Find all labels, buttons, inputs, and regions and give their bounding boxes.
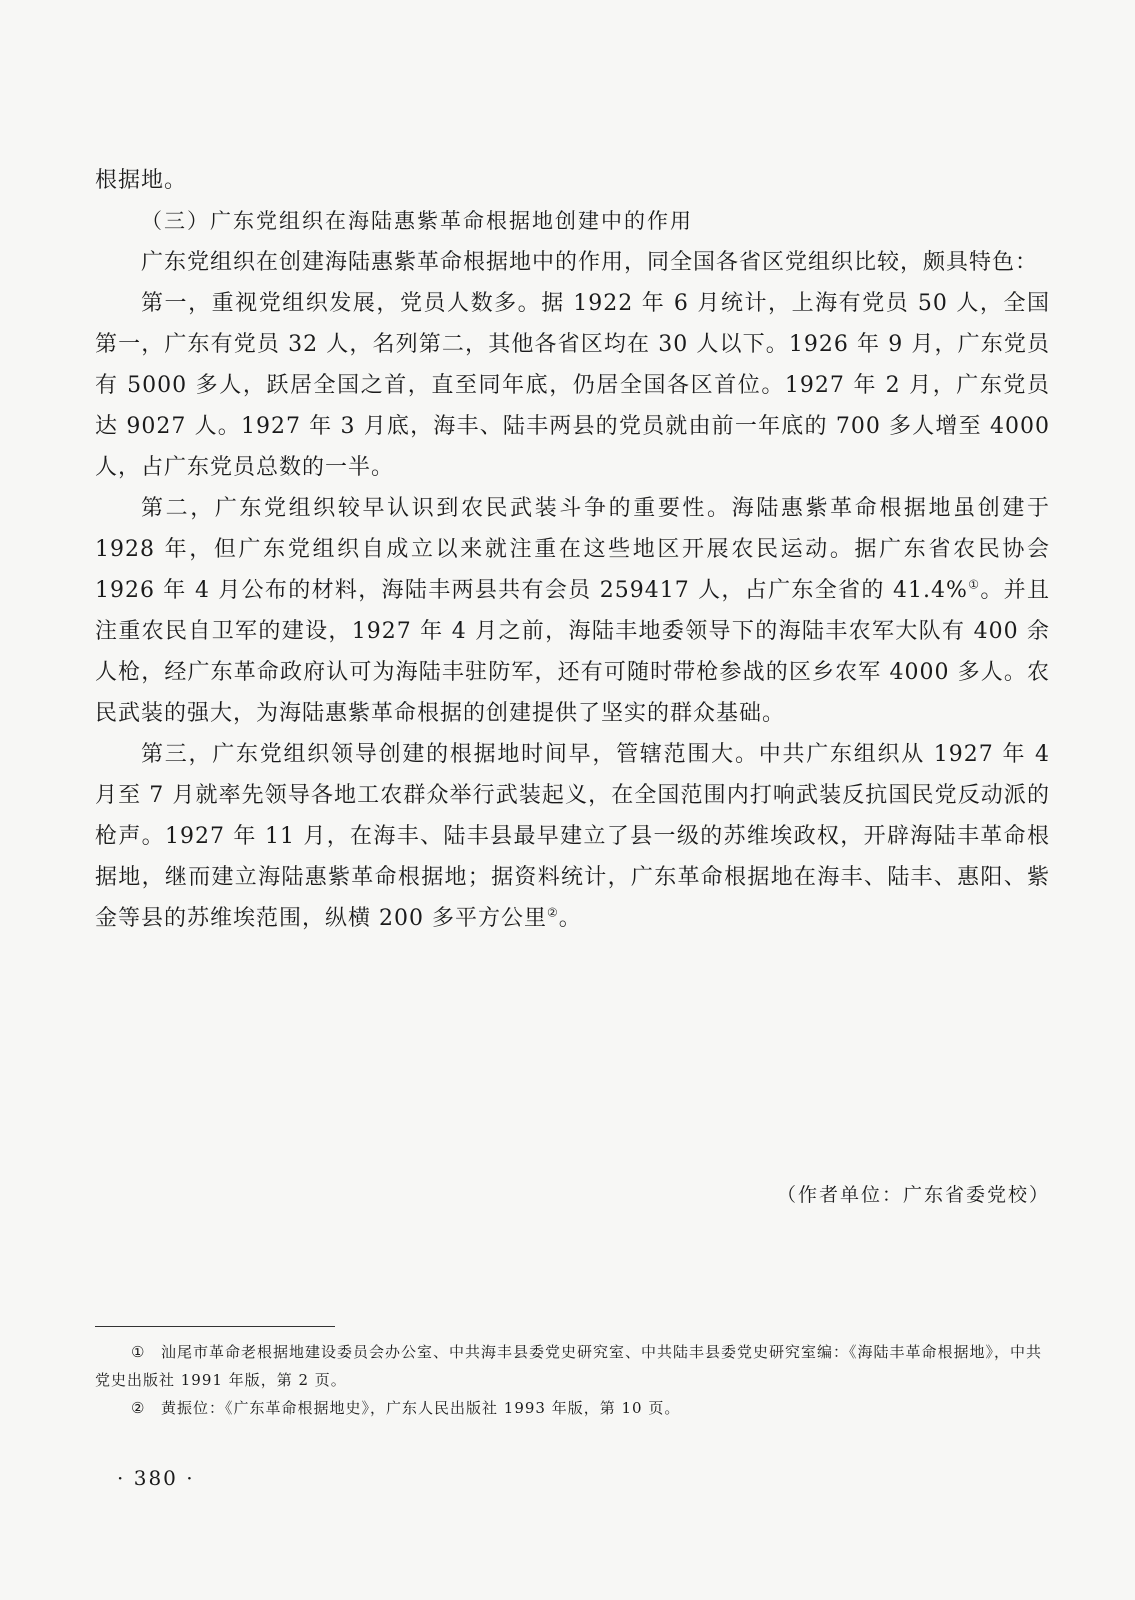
paragraph-second-text-b: 。并且注重农民自卫军的建设，1927 年 4 月之前，海陆丰地委领导下的海陆丰农军大队有 400 余人枪，经广东革命政府认可为海陆丰驻防军，还有可随时带枪参战的区乡农军 4000 多人。农民武装的强大，为海陆惠紫革命根据的创建提供了坚实的群众基础。 bbox=[95, 578, 1050, 726]
paragraph-first: 第一，重视党组织发展，党员人数多。据 1922 年 6 月统计，上海有党员 50 人，全国第一，广东有党员 32 人，名列第二，其他各省区均在 30 人以下。1926 年 9 月，广东党员有 5000 多人，跃居全国之首，直至同年底，仍居全国各区首位。1927 年 2 月，广东党员达 9027 人。1927 年 3 月底，海丰、陆丰两县的党员就由前一年底的 700 多人增至 4000 人，占广东党员总数的一半。 bbox=[95, 291, 1050, 480]
footnote-ref-2[interactable]: ② bbox=[546, 905, 559, 920]
main-text bbox=[95, 160, 1050, 939]
paragraph-third-text-b: 。 bbox=[558, 906, 582, 931]
footnote-ref-1[interactable]: ① bbox=[967, 577, 981, 592]
footnote-mark: ② bbox=[131, 1399, 146, 1417]
footnote-text: 汕尾市革命老根据地建设委员会办公室、中共海丰县委党史研究室、中共陆丰县委党史研究室编：《海陆丰革命根据地》，中共党史出版社 1991 年版，第 2 页。 bbox=[95, 1343, 1043, 1389]
footnote-item bbox=[95, 1394, 1055, 1422]
footnotes bbox=[95, 1338, 1055, 1422]
intro-paragraph: 广东党组织在创建海陆惠紫革命根据地中的作用，同全国各省区党组织比较，颇具特色： bbox=[141, 250, 1039, 275]
paragraph-second bbox=[95, 488, 1050, 734]
continuation-line: 根据地。 bbox=[95, 168, 188, 193]
footnote-item bbox=[95, 1338, 1055, 1394]
author-affiliation: （作者单位：广东省委党校） bbox=[776, 1184, 1050, 1206]
paragraph-second-text-a: 第二，广东党组织较早认识到农民武装斗争的重要性。海陆惠紫革命根据地虽创建于 1928 年，但广东党组织自成立以来就注重在这些地区开展农民运动。据广东省农民协会 1926 年 4 月公布的材料，海陆丰两县共有会员 259417 人，占广东全省的 41.4% bbox=[95, 496, 1050, 603]
paragraph-third bbox=[95, 734, 1050, 939]
page-number: · 380 · bbox=[117, 1466, 195, 1490]
paragraph-third-text-a: 第三，广东党组织领导创建的根据地时间早，管辖范围大。中共广东组织从 1927 年 4 月至 7 月就率先领导各地工农群众举行武装起义，在全国范围内打响武装反抗国民党反动派的枪声。1927 年 11 月，在海丰、陆丰县最早建立了县一级的苏维埃政权，开辟海陆丰革命根据地，继而建立海陆惠紫革命根据地；据资料统计，广东革命根据地在海丰、陆丰、惠阳、紫金等县的苏维埃范围，纵横 200 多平方公里 bbox=[95, 742, 1050, 931]
footnote-mark: ① bbox=[131, 1343, 146, 1361]
section-heading: （三）广东党组织在海陆惠紫革命根据地创建中的作用 bbox=[141, 209, 693, 233]
footnote-text: 黄振位：《广东革命根据地史》，广东人民出版社 1993 年版，第 10 页。 bbox=[161, 1399, 681, 1417]
footnote-divider bbox=[95, 1326, 335, 1327]
